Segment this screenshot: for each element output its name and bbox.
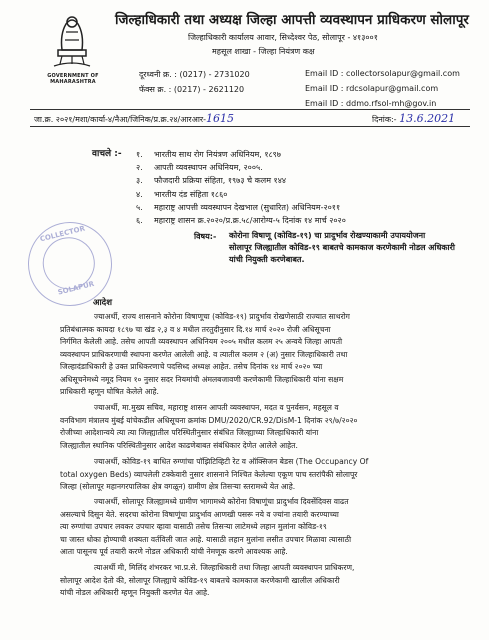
email-collector: Email ID : collectorsolapur@gmail.com	[305, 69, 460, 78]
subject-label: विषय:-	[194, 232, 217, 241]
reference-item: २. आपती व्यवस्थापन अधिनियम, २००५.	[136, 163, 263, 173]
reference-number-handwritten: 1615	[206, 112, 235, 125]
subject-text: कोरोना विषाणू (कोविड-१९) चा प्रादुर्भाव रोखण्याकामी उपाययोजना सोलापूर जिल्ह्यातील कोविड-१९ बाबतचे कामकाज करणेकामी नोडल अधिकारी यांची नियुक्ती करणेबाबत.	[229, 231, 455, 264]
branch-name: महसूल शाखा - जिल्हा नियंत्रण कक्ष	[212, 47, 315, 56]
paragraph-1: ज्याअर्थी, राज्य शासनाने कोरोना विषाणूचा (कोविड-१९) प्रादुर्भाव रोखणेसाठी राज्यात साथरोग प्रतिबंधात्मक कायदा १८९७ चा खंड २,३ व ४ मधील तरतुदीनुसार दि.१४ मार्च २०२० रोजी अधिसूचना निर्गमित केलेली आहे. तसेच आपती व्यवस्थापन अधिनियम २००५ मधील कलम २५ अन्वये जिल्हा आपती व्यवस्थापन प्राधिकरणाची स्थापना करणेत आलेली आहे. व त्यातील कलम २ (अ) नुसार जिल्हाधिकारी तथा जिल्हादंडाधिकारी हे उक्त प्राधिकरणाचे पदसिध्द अध्यक्ष आहेत. तसेच दिनांक १४ मार्च २०२० च्या अधिसूचनेमध्ये नमूद नियम १० नुसार सदर नियमांची अंमलबजावणी करणेकामी जिल्हाधिकारी यांना सक्षम प्राधिकारी म्हणून घोषित केलेले आहे.	[60, 312, 350, 396]
paragraph-2: ज्याअर्थी, मा.मुख्य सचिव, महाराष्ट्र शासन आपती व्यवस्थापन, मदत व पुनर्वसन, महसूल व वनविभाग मंत्रालय मुंबई यांचेकडील अधिसूचना क्रमांक DMU/2020/CR.92/DisM-1 दिनांक २९/७/२०२० रोजीच्या आदेशान्वये त्या त्या जिल्ह्यातील परिस्थितीनुसार संबंधित जिल्ह्याच्या जिल्हाधिकारी यांना जिल्ह्यातील स्थानिक परिस्थितीनुसार आदेश काढणेबाबत संबंधिकार देणेत आलेले आहेत.	[60, 403, 358, 450]
reference-number: जा.क्र. २०२१/मशा/कार्या-४/नैआ/जिनिक/प्र.क्र.२४/आरआर-1615	[34, 112, 235, 125]
reference-date-handwritten: 13.6.2021	[399, 112, 456, 125]
fax-number: फॅक्स क्र. : (0217) - 2621120	[139, 85, 245, 94]
reference-item: ५. महाराष्ट्र आपत्ती व्यवस्थापन देखभाल (सुधारित) अधिनियम-२०११	[136, 202, 341, 212]
email-ddmo: Email ID : ddmo.rfsol-mh@gov.in	[305, 99, 437, 108]
paragraph-5: त्याअर्थी मी, मिलिंद शंभरकर भा.प्र.से. जिल्हाधिकारी तथा जिल्हा आपती व्यवस्थापन प्राधिकरण, सोलापूर आदेश देतो की, सोलापूर जिल्ह्याचे कोविड-१९ बाबतचे कामकाज करणेकामी खालील अधिकारी यांची नोडल अधिकारी म्हणून नियुक्ती करणेत येत आहे.	[60, 563, 355, 597]
header-divider-bottom	[30, 126, 470, 127]
phone-number: दूरध्वनी क्र. : (0217) - 2731020	[139, 70, 250, 79]
state-emblem-icon	[48, 10, 96, 70]
reference-item: १. भारतीय साथ रोग नियंत्रण अधिनियम, १८९७	[136, 150, 281, 159]
read-label: वाचले :-	[92, 149, 122, 159]
email-rdc: Email ID : rdcsolapur@gmail.com	[305, 84, 439, 93]
reference-item: ६. महाराष्ट्र शासन क्र.२०२०/प्र.क्र.५८/आरोग्य-५ दिनांक १४ मार्च २०२०	[136, 216, 346, 226]
authority-title: जिल्हाधिकारी तथा अध्यक्ष जिल्हा आपत्ती व्यवस्थापन प्राधिकरण सोलापूर	[115, 12, 469, 28]
order-heading: आदेश	[93, 298, 112, 308]
reference-item: ४. भारतीय दंड संहिता १८६०	[136, 189, 228, 199]
paragraph-4: ज्याअर्थी, सोलापूर जिल्ह्यामध्ये ग्रामीण भागामध्ये कोरोना विषाणूंचा प्रादुर्भाव दिवसेंदिवस वाढत असल्याचे दिसून येते. सदरचा कोरोना विषाणूंचा प्रादुर्भाव आणखी पसरू नये व ज्यांना तयारी करण्याच्या त्या रुग्णांचा उपचार लवकर उपचार व्हावा यासाठी तसेच तिसऱ्या लाटेमध्ये लहान मुलांना कोविड-१९ चा जास्त धोका होण्याची शक्यता वर्तविली जात आहे. यासाठी लहान मुलांना लसीत उपचार मिळावा त्यासाठी आता पासूनच पूर्व तयारी करणे नोडल अधिकारी यांची नेमणूक करणे आवश्यक आहे.	[60, 497, 352, 556]
header-divider-top	[30, 109, 470, 110]
government-label: GOVERNMENT OF MAHARASHTRA	[47, 73, 99, 85]
office-seal-stamp: COLLECTOR SOLAPUR	[19, 213, 121, 315]
reference-list	[136, 148, 456, 227]
office-address: जिल्हाधिकारी कार्यालय आवार, सिध्देश्वर पेठ, सोलापूर - ४१३००१	[188, 33, 378, 42]
reference-item: ३. फौजदारी प्रक्रिया संहिता, १९७३ चे कलम १४४	[136, 176, 287, 186]
paragraph-3: ज्याअर्थी, कोविड-१९ बाधित रुग्णांचा पॉझिटिव्हिटी रेट व ऑक्सिजन बेडस (The Occupancy Of total oxygen Beds) व्यापलेली टक्केवारी नुसार शासनाने निश्चित केलेल्या एकूण पाच स्तरांपैकी सोलापूर जिल्हा (सोलापूर महानगरपालिका क्षेत्र वगळून) ग्रामीण क्षेत्र तिसऱ्या स्तरामध्ये येत आहे.	[60, 457, 369, 491]
reference-date: दिनांक:- 13.6.2021	[372, 112, 456, 125]
